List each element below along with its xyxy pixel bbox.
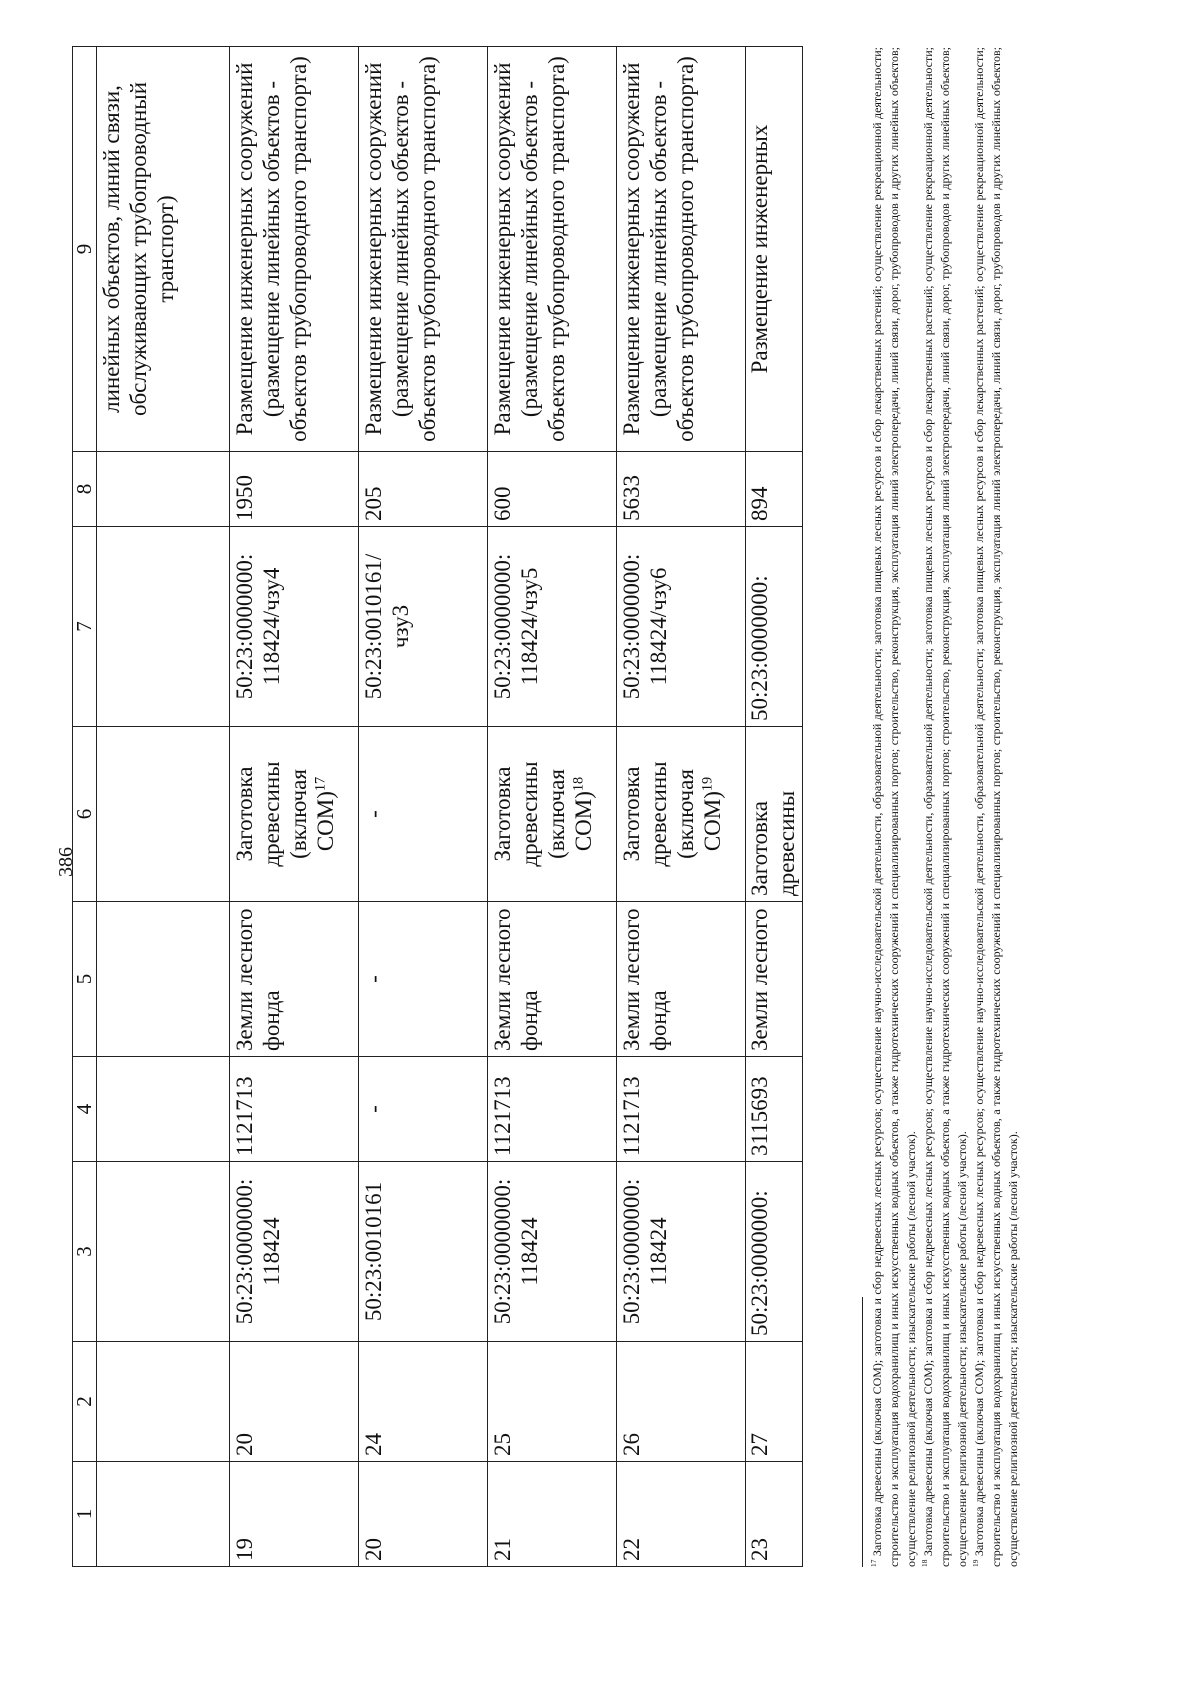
- area-cell: 5633: [617, 452, 746, 527]
- forest-quarter-cell: -: [359, 1057, 488, 1162]
- table-cell: [97, 1162, 230, 1342]
- footnote: [971, 47, 1022, 1567]
- footnote-text: Заготовка древесины (включая СОМ); заготовка и сбор недревесных лесных ресурсов; осуществление научно-исследовательской деятельности, образовательной деятельности; заготовка пищевых лесных ресурсов и сбор лекарственных растений; осуществление рекреационной деятельности; строительство и эксплуатация водохранилищ и иных искусственных водных объектов, а также гидротехнических сооружений и специализированных портов; строительство, реконструкция, эксплуатация линий электропередачи, линий связи, дорог, трубопроводов и других линейных объектов; осуществление религиозной деятельности; изыскательские работы (лесной участок).: [870, 46, 918, 1567]
- land-category-cell: Земли лесного: [746, 902, 803, 1057]
- header-cell: 5: [73, 902, 97, 1057]
- row-number-cell: 22: [617, 1462, 746, 1567]
- footnote: [869, 47, 920, 1567]
- table-cell: [97, 1057, 230, 1162]
- area-cell: 1950: [230, 452, 359, 527]
- table-cell: [97, 1462, 230, 1567]
- footnotes: [862, 47, 1022, 1567]
- permitted-use-cell: Размещение инженерных сооружений (размещение линейных объектов - объектов трубопроводного транспорта): [359, 47, 488, 452]
- header-cell: 9: [73, 47, 97, 452]
- header-cell: 1: [73, 1462, 97, 1567]
- footnote-ref: 19: [699, 776, 716, 792]
- footnote-number: 18: [920, 1559, 929, 1567]
- plot-number-cell: 24: [359, 1342, 488, 1462]
- table-row-partial: [746, 47, 803, 1567]
- plot-number-cell: 27: [746, 1342, 803, 1462]
- table-cell: [97, 727, 230, 902]
- plot-number-cell: 25: [488, 1342, 617, 1462]
- header-cell: 2: [73, 1342, 97, 1462]
- header-cell: 8: [73, 452, 97, 527]
- permitted-use-cell: Размещение инженерных: [746, 47, 803, 452]
- header-cell: 3: [73, 1162, 97, 1342]
- part-cadastral-cell: 50:23:0000000: 118424/чзу4: [230, 527, 359, 727]
- area-cell: 205: [359, 452, 488, 527]
- table-row: [230, 47, 359, 1567]
- forest-quarter-cell: 1121713: [488, 1057, 617, 1162]
- cadastral-number-cell: 50:23:0000000:: [746, 1162, 803, 1342]
- footnote-text: Заготовка древесины (включая СОМ); заготовка и сбор недревесных лесных ресурсов; осуществление научно-исследовательской деятельности, образовательной деятельности; заготовка пищевых лесных ресурсов и сбор лекарственных растений; осуществление рекреационной деятельности; строительство и эксплуатация водохранилищ и иных искусственных водных объектов, а также гидротехнических сооружений и специализированных портов; строительство, реконструкция, эксплуатация линий электропередачи, линий связи, дорог, трубопроводов и других линейных объектов; осуществление религиозной деятельности; изыскательские работы (лесной участок).: [921, 46, 969, 1567]
- footnote-ref: 18: [570, 776, 587, 792]
- row-number-cell: 20: [359, 1462, 488, 1567]
- table-row: [359, 47, 488, 1567]
- area-cell: 600: [488, 452, 617, 527]
- row-number-cell: 19: [230, 1462, 359, 1567]
- land-category-cell: Земли лесного фонда: [488, 902, 617, 1057]
- land-category-cell: -: [359, 902, 488, 1057]
- permitted-use-cell: линейных объектов, линий связи, обслуживающих трубопроводный транспорт): [97, 47, 230, 452]
- table-header-row: [73, 47, 97, 1567]
- forest-quarter-cell: 1121713: [230, 1057, 359, 1162]
- footnote-number: 17: [869, 1559, 878, 1567]
- row-number-cell: 23: [746, 1462, 803, 1567]
- forest-quarter-cell: 3115693: [746, 1057, 803, 1162]
- plot-number-cell: 20: [230, 1342, 359, 1462]
- forest-use-text: Заготовка древесины (включая СОМ): [619, 761, 725, 867]
- table-cell: [97, 902, 230, 1057]
- forest-use-cell: [617, 727, 746, 902]
- part-cadastral-cell: 50:23:0000000: 118424/чзу6: [617, 527, 746, 727]
- row-number-cell: 21: [488, 1462, 617, 1567]
- forest-use-cell: [230, 727, 359, 902]
- forest-quarter-cell: 1121713: [617, 1057, 746, 1162]
- land-plot-table: [72, 46, 803, 1567]
- header-cell: 6: [73, 727, 97, 902]
- land-category-cell: Земли лесного фонда: [617, 902, 746, 1057]
- permitted-use-cell: Размещение инженерных сооружений (размещение линейных объектов - объектов трубопроводного транспорта): [488, 47, 617, 452]
- header-cell: 4: [73, 1057, 97, 1162]
- forest-use-text: -: [361, 810, 387, 818]
- forest-use-cell: [359, 727, 488, 902]
- table-cell: [97, 452, 230, 527]
- table-row: [617, 47, 746, 1567]
- table-cell: [97, 527, 230, 727]
- part-cadastral-cell: 50:23:0000000:: [746, 527, 803, 727]
- part-cadastral-cell: 50:23:0010161/ чзу3: [359, 527, 488, 727]
- table-cell: [97, 1342, 230, 1462]
- cadastral-number-cell: 50:23:0000000: 118424: [488, 1162, 617, 1342]
- permitted-use-cell: Размещение инженерных сооружений (размещение линейных объектов - объектов трубопроводного транспорта): [617, 47, 746, 452]
- footnote-ref: 17: [312, 776, 329, 792]
- footnote-divider: [862, 1297, 863, 1567]
- page-number: 386: [55, 847, 77, 877]
- footnote: [920, 47, 971, 1567]
- table-row-continuation: [97, 47, 230, 1567]
- cadastral-number-cell: 50:23:0000000: 118424: [230, 1162, 359, 1342]
- header-cell: 7: [73, 527, 97, 727]
- footnote-number: 19: [971, 1559, 980, 1567]
- part-cadastral-cell: 50:23:0000000: 118424/чзу5: [488, 527, 617, 727]
- plot-number-cell: 26: [617, 1342, 746, 1462]
- cadastral-number-cell: 50:23:0000000: 118424: [617, 1162, 746, 1342]
- forest-use-text: Заготовка древесины (включая СОМ): [490, 761, 596, 867]
- footnote-text: Заготовка древесины (включая СОМ); заготовка и сбор недревесных лесных ресурсов; осуществление научно-исследовательской деятельности, образовательной деятельности; заготовка пищевых лесных ресурсов и сбор лекарственных растений; осуществление рекреационной деятельности; строительство и эксплуатация водохранилищ и иных искусственных водных объектов, а также гидротехнических сооружений и специализированных портов; строительство, реконструкция, эксплуатация линий электропередачи, линий связи, дорог, трубопроводов и других линейных объектов; осуществление религиозной деятельности; изыскательские работы (лесной участок).: [972, 46, 1020, 1567]
- forest-use-text: Заготовка древесины (включая СОМ): [232, 761, 338, 867]
- forest-use-cell: [488, 727, 617, 902]
- area-cell: 894: [746, 452, 803, 527]
- cadastral-number-cell: 50:23:0010161: [359, 1162, 488, 1342]
- table-row: [488, 47, 617, 1567]
- forest-use-cell: Заготовка древесины: [746, 727, 803, 902]
- land-category-cell: Земли лесного фонда: [230, 902, 359, 1057]
- permitted-use-cell: Размещение инженерных сооружений (размещение линейных объектов - объектов трубопроводного транспорта): [230, 47, 359, 452]
